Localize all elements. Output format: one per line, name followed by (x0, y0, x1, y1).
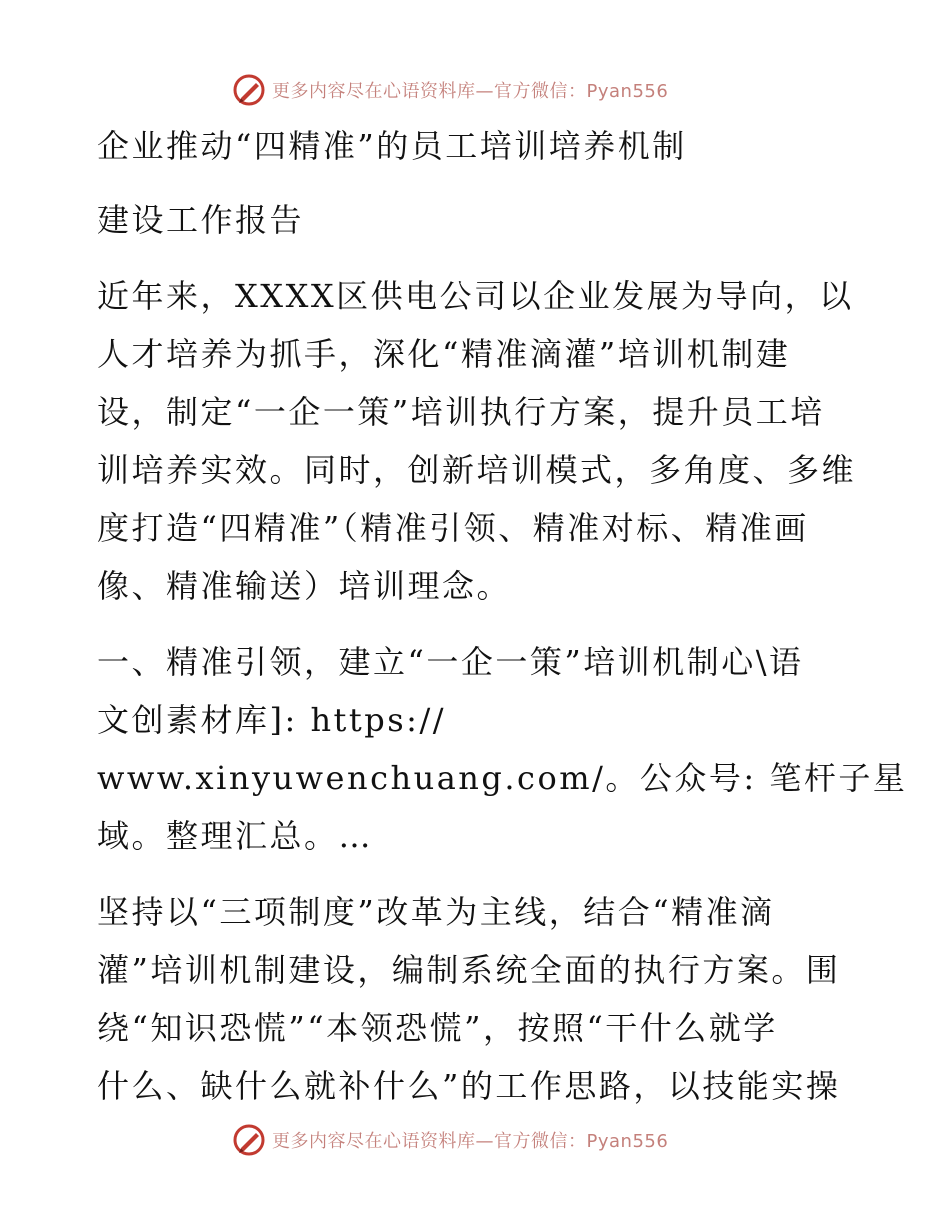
para1-line-5: 度打造“四精准”（精准引领、精准对标、精准画 (97, 509, 809, 547)
heading1-line-2: 文创素材库]: https:// (97, 701, 447, 739)
watermark-footer (232, 1120, 668, 1160)
para1-line-1: 近年来，XXXX区供电公司以企业发展为导向，以 (97, 277, 854, 315)
watermark-text: 更多内容尽在心语资料库—官方微信：Pyan556 (272, 81, 669, 102)
para1-line-2: 人才培养为抓手，深化“精准滴灌”培训机制建 (97, 335, 791, 373)
para1-line-3: 设，制定“一企一策”培训执行方案，提升员工培 (97, 393, 825, 431)
para1-line-4: 训培养实效。同时，创新培训模式，多角度、多维 (97, 451, 857, 489)
para1-line-6: 像、精准输送）培训理念。 (97, 567, 512, 605)
pen-logo-icon (232, 1123, 266, 1157)
para2-line-4: 什么、缺什么就补什么”的工作思路，以技能实操 (97, 1067, 841, 1105)
para2-line-2: 灌”培训机制建设，编制系统全面的执行方案。围 (97, 951, 841, 989)
heading1-line-3: www.xinyuwenchuang.com/。公众号: 笔杆子星 (97, 759, 908, 797)
pen-logo-icon (232, 73, 266, 107)
watermark-header (232, 70, 668, 110)
para2-line-1: 坚持以“三项制度”改革为主线，结合“精准滴 (97, 893, 775, 931)
watermark-text: 更多内容尽在心语资料库—官方微信：Pyan556 (272, 1131, 669, 1152)
heading1-line-1: 一、精准引领，建立“一企一策”培训机制心\语 (97, 643, 804, 681)
para2-line-3: 绕“知识恐慌”“本领恐慌”，按照“干什么就学 (97, 1009, 778, 1047)
title-line-2: 建设工作报告 (97, 201, 305, 239)
title-line-1: 企业推动“四精准”的员工培训培养机制 (97, 127, 687, 165)
heading1-line-4: 域。整理汇总。… (97, 817, 374, 855)
